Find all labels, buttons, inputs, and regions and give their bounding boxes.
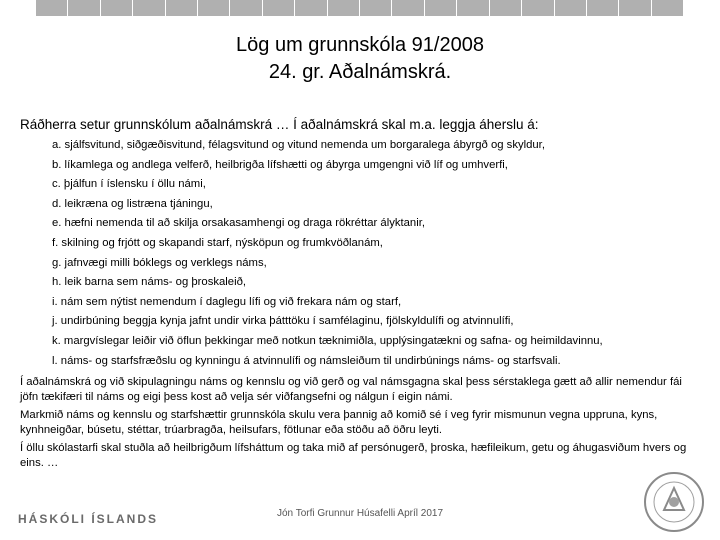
top-bar-segment (360, 0, 391, 16)
university-seal-icon (642, 470, 706, 534)
university-logo-text: HÁSKÓLI ÍSLANDS (18, 512, 159, 526)
top-bar-segment (652, 0, 683, 16)
top-bar-segment (619, 0, 650, 16)
list-item: h. leik barna sem náms- og þroskaleið, (52, 276, 247, 289)
list-item: j. undirbúning beggja kynja jafnt undir virka þátttöku í samfélaginu, fjölskyldulífi og atvinnulífi, (52, 315, 514, 328)
top-bar-segment (263, 0, 294, 16)
list-item: g. jafnvægi milli bóklegs og verklegs náms, (52, 256, 267, 269)
list-item: f. skilning og frjótt og skapandi starf, nýsköpun og frumkvöðlanám, (52, 236, 383, 249)
top-bar-segment (230, 0, 261, 16)
top-bar-segment (392, 0, 423, 16)
top-bar-segment (101, 0, 132, 16)
top-bar-segment (133, 0, 164, 16)
paragraph: Markmið náms og kennslu og starfshættir grunnskóla skulu vera þannig að komið sé í veg fyrir mismunun vegna uppruna, kyns, kynhneigðar, búsetu, stéttar, trúarbragða, heilsufars, fötlunar eða stöðu að öðru leyti. (20, 409, 658, 436)
top-bar-segment (36, 0, 67, 16)
list-item: l. náms- og starfsfræðslu og kynningu á atvinnulífi og námsleiðum til undirbúnings náms- og starfsvali. (52, 354, 561, 367)
top-bar-segment (166, 0, 197, 16)
slide-title (0, 32, 720, 86)
top-bar-segment (555, 0, 586, 16)
top-bar-segment (295, 0, 326, 16)
top-bar-segment (457, 0, 488, 16)
top-decorative-bar (36, 0, 684, 16)
list-item: c. þjálfun í íslensku í öllu námi, (52, 178, 206, 191)
list-item: e. hæfni nemenda til að skilja orsakasamhengi og draga rökréttar ályktanir, (52, 217, 425, 230)
top-bar-segment (425, 0, 456, 16)
paragraph: Í aðalnámskrá og við skipulagningu náms og kennslu og við gerð og val námsgagna skal þess sérstaklega gætt að allir nemendur fái jöfn tækifæri til náms og eigi þess kost að velja sér viðfangsefni og nálgun í eigin námi. (20, 376, 682, 403)
top-bar-segment (198, 0, 229, 16)
list-item: i. nám sem nýtist nemendum í daglegu lífi og við frekara nám og starf, (52, 295, 402, 308)
list-item: k. margvíslegar leiðir við öflun þekkingar með notkun tæknimiðla, upplýsingatækni og safna- og heimildavinnu, (52, 334, 603, 347)
title-line-2: 24. gr. Aðalnámskrá. (268, 61, 452, 83)
top-bar-segment (587, 0, 618, 16)
top-bar-segment (490, 0, 521, 16)
top-bar-segment (328, 0, 359, 16)
footer-credit: Jón Torfi Grunnur Húsafelli Apríl 2017 (276, 508, 443, 519)
list-item: b. líkamlega og andlega velferð, heilbrigða lífshætti og ábyrga umgengni við líf og umhverfi, (52, 158, 508, 171)
list-item: a. sjálfsvitund, siðgæðisvitund, félagsvitund og vitund nemenda um borgaralega ábyrgð og skyldur, (52, 139, 545, 151)
paragraph: Í öllu skólastarfi skal stuðla að heilbrigðum lífsháttum og taka mið af persónugerð, þroska, hæfileikum, getu og áhugasviðum hvers og eins. … (20, 442, 687, 469)
slide-body (20, 115, 700, 470)
list-item: d. leikræna og listræna tjáningu, (52, 197, 213, 210)
top-bar-segment (68, 0, 99, 16)
title-line-1: Lög um grunnskóla 91/2008 (236, 34, 484, 56)
top-bar-segment (522, 0, 553, 16)
lead-text: Ráðherra setur grunnskólum aðalnámskrá … Í aðalnámskrá skal m.a. leggja áherslu á: (20, 117, 539, 132)
